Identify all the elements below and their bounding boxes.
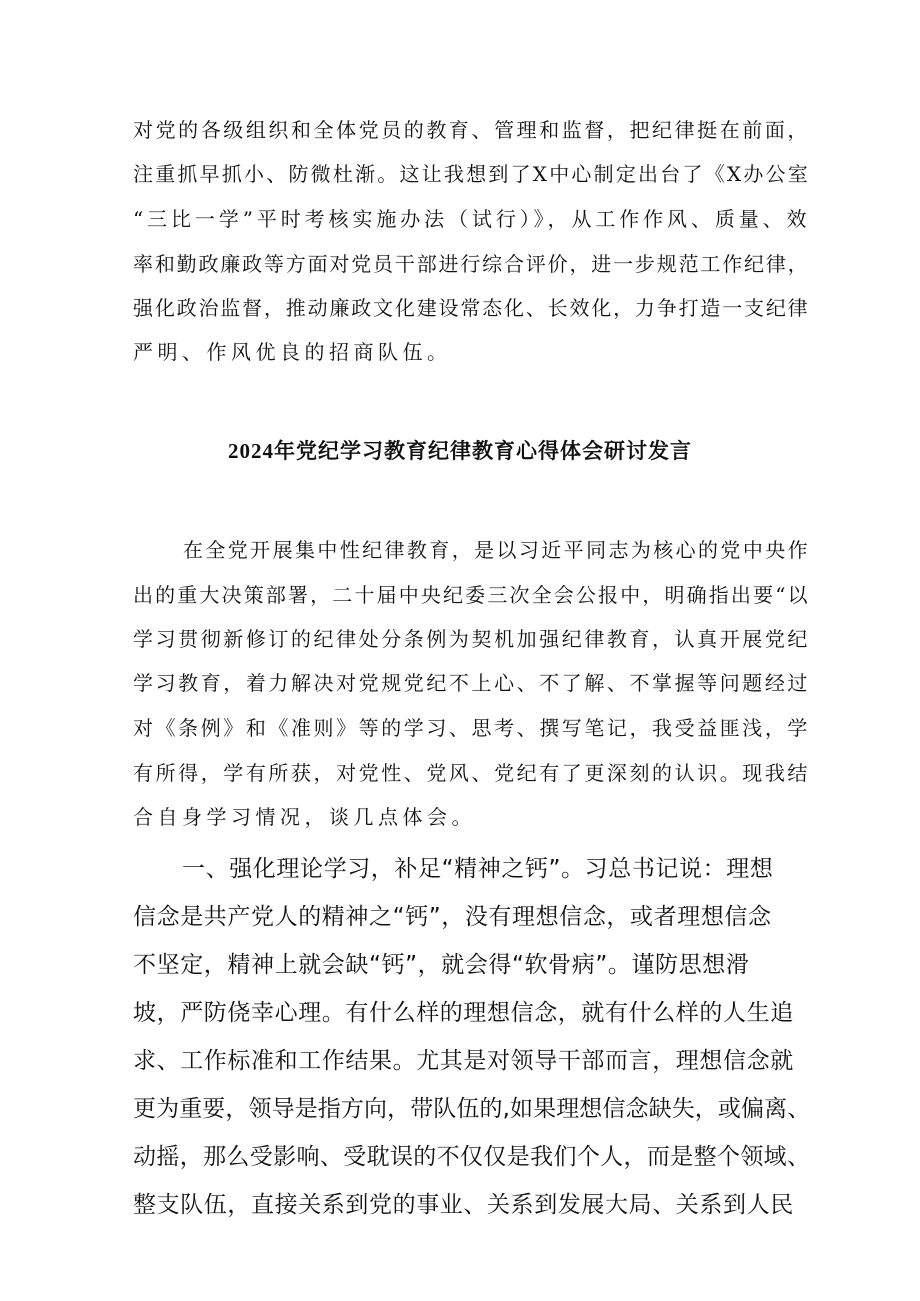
paragraph-line: 强化政治监督，推动廉政文化建设常态化、长效化，力争打造一支纪律 (133, 296, 810, 320)
section-line: 不坚定，精神上就会缺“钙”，就会得“软骨病”。谨防思想滑 (133, 952, 750, 978)
paragraph-line: 在全党开展集中性纪律教育，是以习近平同志为核心的党中央作 (183, 538, 810, 562)
section-line: 整支队伍，直接关系到党的事业、关系到发展大局、关系到人民 (133, 1192, 794, 1218)
paragraph-line: “三比一学”平时考核实施办法（试行）》，从工作作风、质量、效 (133, 207, 811, 231)
section-line: 动摇，那么受影响、受耽误的不仅仅是我们个人，而是整个领域、 (133, 1144, 811, 1170)
paragraph-line: 合自身学习情况，谈几点体会。 (133, 805, 476, 829)
paragraph-line: 严明、作风优良的招商队伍。 (133, 340, 452, 364)
paragraph-line: 学习教育，着力解决对党规党纪不上心、不了解、不掌握等问题经过 (133, 671, 810, 695)
section-line: 求、工作标准和工作结果。尤其是对领导干部而言，理想信念就 (133, 1048, 794, 1074)
section-line: 一、强化理论学习，补足“精神之钙”。习总书记说：理想 (182, 856, 774, 882)
paragraph-line: 注重抓早抓小、防微杜渐。这让我想到了X中心制定出台了《X办公室 (133, 162, 810, 186)
section-line: 信念是共产党人的精神之“钙”，没有理想信念，或者理想信念 (133, 904, 772, 930)
paragraph-line: 有所得，学有所获，对党性、党风、党纪有了更深刻的认识。现我结 (133, 761, 810, 785)
section-line: 坡，严防侥幸心理。有什么样的理想信念，就有什么样的人生追 (133, 1000, 794, 1026)
paragraph-line: 率和勤政廉政等方面对党员干部进行综合评价，进一步规范工作纪律， (133, 252, 810, 276)
document-title: 2024年党纪学习教育纪律教育心得体会研讨发言 (228, 439, 692, 463)
paragraph-line: 对《条例》和《准则》等的学习、思考、撰写笔记，我受益匪浅，学 (133, 716, 810, 740)
paragraph-line: 出的重大决策部署，二十届中央纪委三次全会公报中，明确指出要“以 (133, 583, 810, 607)
paragraph-line: 学习贯彻新修订的纪律处分条例为契机加强纪律教育，认真开展党纪 (133, 627, 810, 651)
section-line: 更为重要，领导是指方向，带队伍的,如果理想信念缺失，或偏离、 (133, 1096, 811, 1122)
paragraph-line: 对党的各级组织和全体党员的教育、管理和监督，把纪律挺在前面， (133, 118, 810, 142)
